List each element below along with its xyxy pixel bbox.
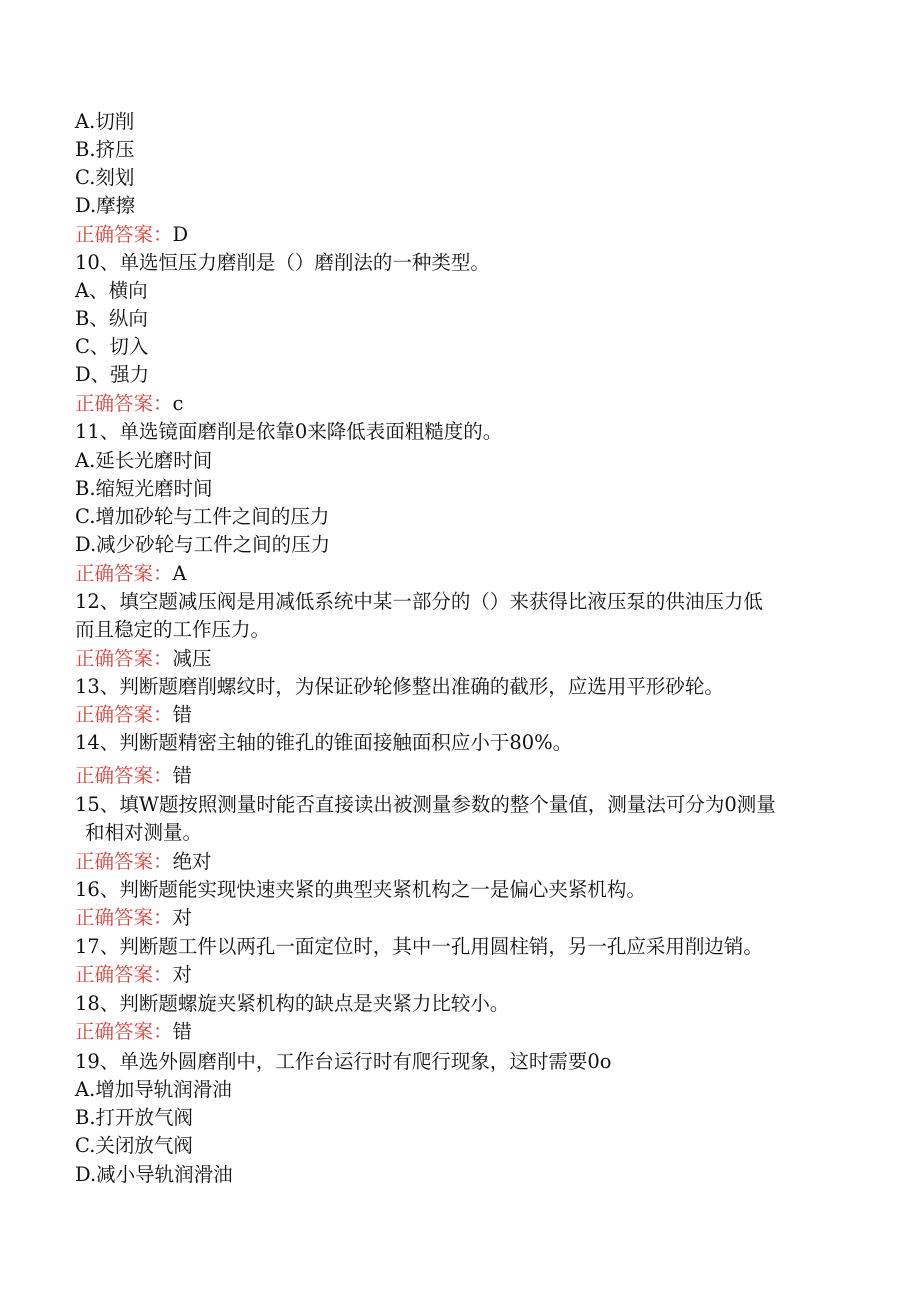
answer-label: 正确答案： <box>75 963 173 986</box>
answer-label: 正确答案： <box>75 1020 173 1043</box>
question-line: 而且稳定的工作压力。 <box>75 618 271 641</box>
answer-label: 正确答案： <box>75 850 173 873</box>
option-line: C.增加砂轮与工件之间的压力 <box>75 505 330 528</box>
question-line: 14、判断题精密主轴的锥孔的锥面接触面积应小于80%。 <box>75 731 573 754</box>
answer-value: 对 <box>172 906 193 929</box>
option-line: A.增加导轨润滑油 <box>75 1078 232 1101</box>
question-line: 19、单选外圆磨削中，工作台运行时有爬行现象，这时需要0o <box>75 1050 612 1073</box>
option-line: D.减小导轨润滑油 <box>75 1163 233 1186</box>
answer-label: 正确答案： <box>75 703 173 726</box>
question-line: 18、判断题螺旋夹紧机构的缺点是夹紧力比较小。 <box>75 992 510 1015</box>
answer-value: 对 <box>172 963 193 986</box>
question-line: 13、判断题磨削螺纹时，为保证砂轮修整出准确的截形，应选用平形砂轮。 <box>75 675 724 698</box>
question-line: 和相对测量。 <box>85 821 203 844</box>
question-line: 15、填W题按照测量时能否直接读出被测量参数的整个量值，测量法可分为0测量 <box>75 793 776 816</box>
answer-label: 正确答案： <box>75 906 173 929</box>
option-line: D.摩擦 <box>75 194 136 217</box>
answer-line <box>75 647 212 671</box>
option-line: A.延长光磨时间 <box>75 449 213 472</box>
option-line: A.切削 <box>75 110 135 133</box>
question-line: 17、判断题工件以两孔一面定位时，其中一孔用圆柱销，另一孔应采用削边销。 <box>75 935 763 958</box>
answer-line <box>75 764 192 788</box>
answer-value: 错 <box>172 703 193 726</box>
answer-value: c <box>172 392 184 415</box>
option-line: B.挤压 <box>75 138 135 161</box>
answer-line <box>75 392 183 416</box>
answer-label: 正确答案： <box>75 647 173 670</box>
answer-line <box>75 223 188 247</box>
question-line: 11、单选镜面磨削是依靠0来降低表面粗糙度的。 <box>75 420 503 443</box>
answer-label: 正确答案： <box>75 562 173 585</box>
option-line: A、横向 <box>75 279 148 302</box>
answer-value: D <box>172 223 189 246</box>
answer-label: 正确答案： <box>75 392 173 415</box>
option-line: D.减少砂轮与工件之间的压力 <box>75 533 331 556</box>
question-line: 10、单选恒压力磨削是（）磨削法的一种类型。 <box>75 251 490 274</box>
option-line: C.关闭放气阀 <box>75 1134 193 1157</box>
answer-line <box>75 703 192 727</box>
option-line: C、切入 <box>75 335 149 358</box>
answer-value: 错 <box>172 1020 193 1043</box>
answer-value: 绝对 <box>172 850 212 873</box>
question-line: 12、填空题减压阀是用减低系统中某一部分的（）来获得比液压泵的供油压力低 <box>75 590 763 613</box>
answer-value: 错 <box>172 764 193 787</box>
question-line: 16、判断题能实现快速夹紧的典型夹紧机构之一是偏心夹紧机构。 <box>75 878 646 901</box>
option-line: D、强力 <box>75 363 150 386</box>
option-line: B.缩短光磨时间 <box>75 477 213 500</box>
answer-line <box>75 562 187 586</box>
option-line: B.打开放气阀 <box>75 1106 194 1129</box>
answer-line <box>75 906 192 930</box>
option-line: B、纵向 <box>75 307 148 330</box>
option-line: C.刻划 <box>75 166 135 189</box>
answer-line <box>75 963 192 987</box>
answer-label: 正确答案： <box>75 223 173 246</box>
answer-value: 减压 <box>172 647 212 670</box>
answer-line <box>75 1020 192 1044</box>
answer-value: A <box>172 562 187 585</box>
answer-line <box>75 850 212 874</box>
answer-label: 正确答案： <box>75 764 173 787</box>
